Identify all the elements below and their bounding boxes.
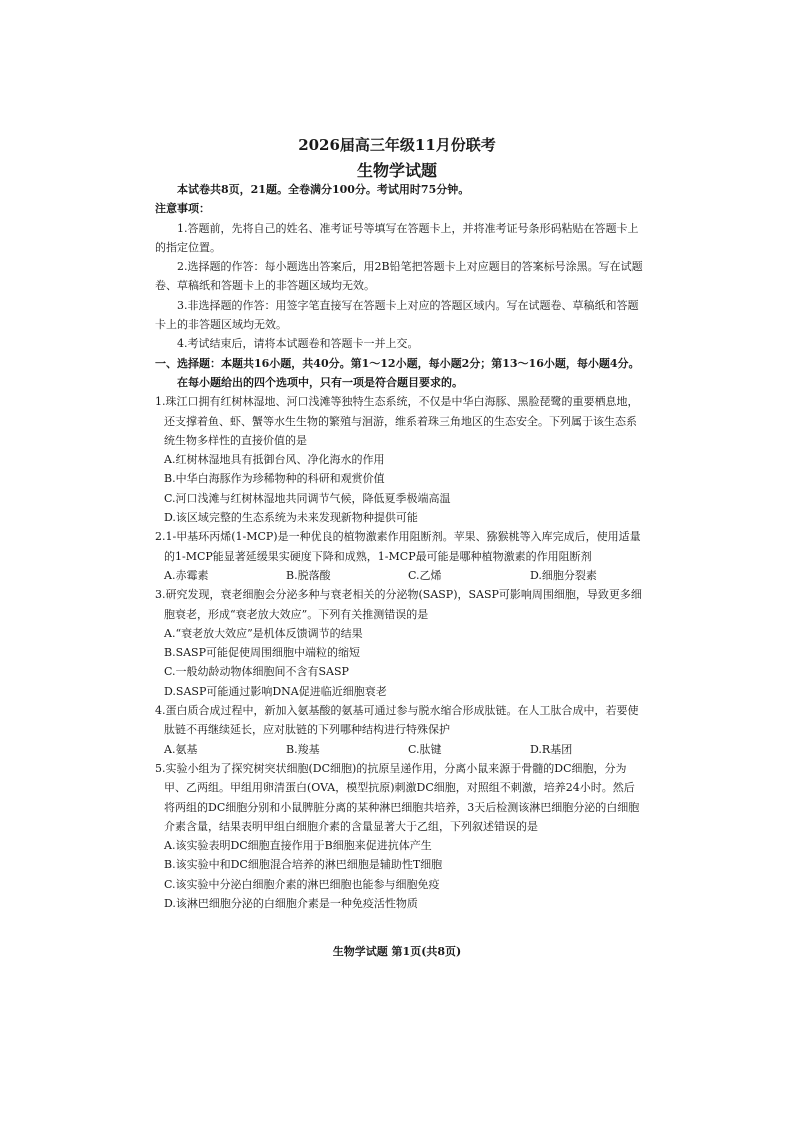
notice-item: 2.选择题的作答：每小题选出答案后，用2B铅笔把答题卡上对应题目的答案标号涂黑。写在试题卷、草稿纸和答题卡上的非答题区域均无效。 (155, 260, 643, 293)
exam-body (155, 180, 643, 913)
option-a: A.氨基 (164, 742, 198, 756)
option-b: B.SASP可能促使周围细胞中端粒的缩短 (164, 646, 360, 660)
option-c: C.一般幼龄动物体细胞间不含有SASP (164, 665, 349, 679)
question-3 (155, 585, 643, 701)
question-stem: 4.蛋白质合成过程中，新加入氨基酸的氨基可通过参与脱水缩合形成肽链。在人工肽合成中，若要使肽链不再继续延长，应对肽链的下列哪种结构进行特殊保护 (155, 704, 639, 737)
page-footer: 生物学试题 第1页(共8页) (332, 945, 462, 958)
option-d: D.SASP可能通过影响DNA促进临近细胞衰老 (164, 684, 387, 698)
option-b: B.该实验中和DC细胞混合培养的淋巴细胞是辅助性T细胞 (164, 858, 443, 872)
option-a: A.赤霉素 (164, 568, 209, 582)
option-b: B.脱落酸 (286, 568, 331, 582)
section-heading: 一、选择题：本题共16小题，共40分。第1～12小题，每小题2分；第13～16小题，每小题4分。在每小题给出的四个选项中，只有一项是符合题目要求的。 (155, 356, 640, 389)
option-b: B.羧基 (286, 742, 320, 756)
option-c: C.肽键 (408, 742, 442, 756)
option-a: A.“衰老放大效应”是机体反馈调节的结果 (164, 626, 363, 640)
option-row (155, 740, 643, 759)
option-d: D.该淋巴细胞分泌的白细胞介素是一种免疫活性物质 (164, 896, 418, 910)
exam-title: 2026届高三年级11月份联考 (298, 136, 496, 154)
option-d: D.细胞分裂素 (530, 568, 597, 582)
notice-item: 4.考试结束后，请将本试题卷和答题卡一并上交。 (177, 337, 419, 351)
question-stem: 2.1-甲基环丙烯(1-MCP)是一种优良的植物激素作用阻断剂。苹果、猕猴桃等入库完成后，使用适量的1-MCP能显著延缓果实硬度下降和成熟，1-MCP最可能是哪种植物激素的作用阻断剂 (155, 530, 641, 563)
question-4 (155, 701, 643, 759)
question-stem: 1.珠江口拥有红树林湿地、河口浅滩等独特生态系统，不仅是中华白海豚、黑脸琵鹭的重要栖息地，还支撑着鱼、虾、蟹等水生生物的繁殖与洄游，维系着珠三角地区的生态安全。下列属于该生态系统生物多样性的直接价值的是 (155, 395, 639, 447)
exam-intro: 本试卷共8页，21题。全卷满分100分。考试用时75分钟。 (177, 183, 470, 196)
option-d: D.R基团 (530, 742, 573, 756)
notice-heading: 注意事项： (155, 202, 210, 216)
exam-subject: 生物学试题 (356, 161, 437, 180)
option-a: A.该实验表明DC细胞直接作用于B细胞来促进抗体产生 (164, 839, 432, 853)
question-1 (155, 392, 643, 527)
notice-item: 1.答题前，先将自己的姓名、准考证号等填写在答题卡上，并将准考证号条形码粘贴在答题卡上的指定位置。 (155, 221, 639, 254)
option-c: C.该实验中分泌白细胞介素的淋巴细胞也能参与细胞免疫 (164, 877, 440, 891)
option-d: D.该区域完整的生态系统为未来发现新物种提供可能 (164, 511, 418, 525)
question-stem: 3.研究发现，衰老细胞会分泌多种与衰老相关的分泌物(SASP)，SASP可影响周围细胞，导致更多细胞衰老，形成“衰老放大效应”。下列有关推测错误的是 (155, 588, 642, 621)
option-row (155, 566, 643, 585)
question-5 (155, 759, 643, 913)
notice-item: 3.非选择题的作答：用签字笔直接写在答题卡上对应的答题区域内。写在试题卷、草稿纸和答题卡上的非答题区域均无效。 (155, 298, 639, 332)
question-stem: 5.实验小组为了探究树突状细胞(DC细胞)的抗原呈递作用，分离小鼠来源于骨髓的DC细胞，分为甲、乙两组。甲组用卵清蛋白(OVA，模型抗原)刺激DC细胞，对照组不刺激，培养24小时。然后将两组的DC细胞分别和小鼠脾脏分离的某种淋巴细胞共培养，3天后检测该淋巴细胞分泌的白细胞介素含量，结果表明甲组白细胞介素的含量显著大于乙组，下列叙述错误的是 (155, 761, 640, 833)
option-b: B.中华白海豚作为珍稀物种的科研和观赏价值 (164, 472, 385, 486)
option-c: C.乙烯 (408, 568, 442, 582)
option-a: A.红树林湿地具有抵御台风、净化海水的作用 (164, 453, 385, 467)
question-2 (155, 527, 643, 585)
option-c: C.河口浅滩与红树林湿地共同调节气候，降低夏季极端高温 (164, 491, 451, 505)
